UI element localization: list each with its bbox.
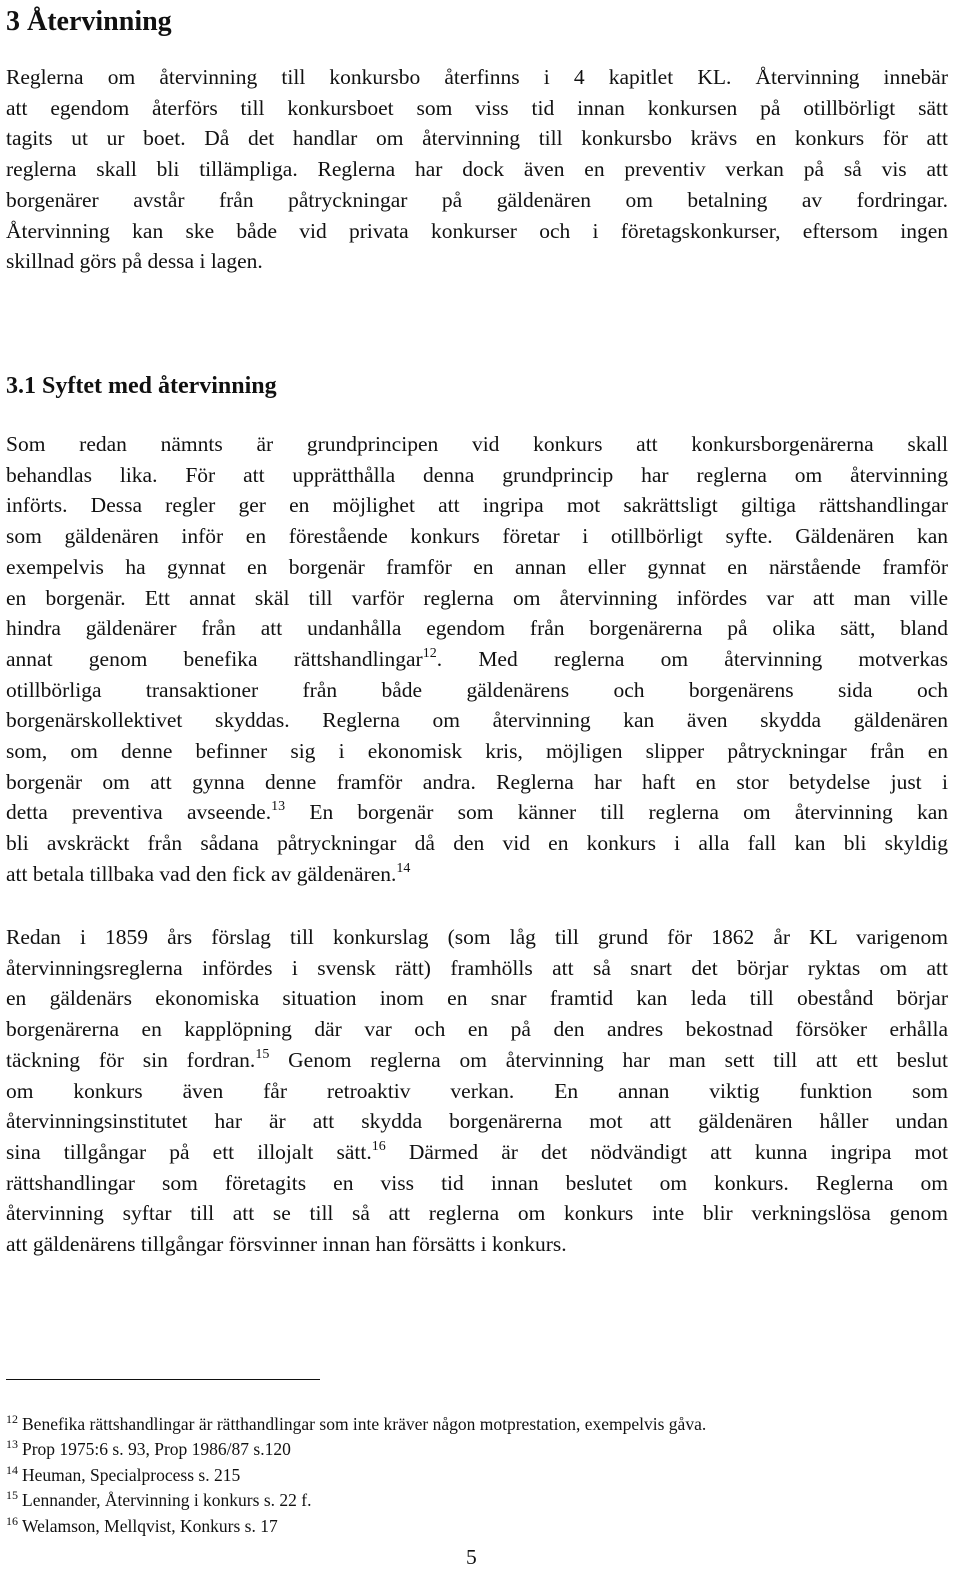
text-segment: täckning för sin fordran. [6, 1047, 256, 1072]
footnote-item [6, 1412, 948, 1437]
footnote-reference[interactable]: 14 [396, 860, 411, 876]
footnote-list [6, 1412, 948, 1539]
text-segment: att betala tillbaka vad den fick av gäldenären. [6, 861, 397, 886]
text-line [6, 93, 948, 124]
text-segment: reglerna skall bli tillämpliga. Reglerna har dock även en preventiv verkan på så vis att [6, 157, 948, 182]
text-line [6, 154, 948, 185]
text-segment: exempelvis ha gynnat en borgenär framför en annan eller gynnat en närstående framför [6, 554, 948, 579]
text-line [6, 736, 948, 767]
text-line [6, 1137, 948, 1168]
footnote-text: Lennander, Återvinning i konkurs s. 22 f. [22, 1490, 312, 1511]
text-line [6, 583, 948, 614]
text-segment: sina tillgångar på ett illojalt sätt. [6, 1139, 372, 1164]
text-line [6, 953, 948, 984]
text-line [6, 552, 948, 583]
text-line [6, 983, 948, 1014]
text-line [6, 216, 948, 247]
text-segment: återvinning syftar till att se till så att reglerna om konkurs inte blir verkningslösa genom [6, 1201, 948, 1226]
text-line [6, 922, 948, 953]
text-segment: borgenärer avstår från påtryckningar på gäldenären om betalning av fordringar. [6, 187, 948, 212]
text-segment: som, om denne befinner sig i ekonomisk kris, möjligen slipper påtryckningar från en [6, 739, 948, 764]
text-segment: borgenär om att gynna denne framför andra. Reglerna har haft en stor betydelse just i [6, 769, 948, 794]
text-segment: införts. Dessa regler ger en möjlighet att ingripa mot sakrättsligt giltiga rättshandlingar [6, 493, 948, 518]
text-line [6, 123, 948, 154]
text-line [6, 1014, 948, 1045]
footnote-number: 12 [6, 1412, 18, 1426]
footnote-item [6, 1488, 948, 1513]
text-segment: detta preventiva avseende. [6, 800, 272, 825]
footnote-reference[interactable]: 16 [371, 1138, 386, 1154]
text-line [6, 767, 948, 798]
footnote-reference[interactable]: 12 [422, 645, 437, 661]
text-line [6, 828, 948, 859]
paragraph-history [6, 922, 948, 1260]
text-segment: Reglerna om återvinning till konkursbo återfinns i 4 kapitlet KL. Återvinning innebär [6, 65, 948, 89]
text-line [6, 1168, 948, 1199]
footnote-number: 13 [6, 1437, 18, 1452]
text-segment: . Med reglerna om återvinning motverkas [436, 646, 948, 671]
footnote-reference[interactable]: 15 [255, 1046, 270, 1062]
text-segment: Därmed är det nödvändigt att kunna ingripa mot [385, 1139, 948, 1164]
text-line [6, 1198, 948, 1229]
footnote-item [6, 1463, 948, 1488]
text-segment: behandlas lika. För att upprätthålla denna grundprincip har reglerna om återvinning [6, 462, 948, 487]
text-segment: hindra gäldenärer från att undanhålla egendom från borgenärerna på olika sätt, bland [6, 616, 948, 641]
text-segment: borgenärskollektivet skyddas. Reglerna om återvinning kan även skydda gäldenären [6, 708, 948, 733]
text-segment: Redan i 1859 års förslag till konkurslag (som låg till grund för 1862 år KL varigenom [6, 925, 948, 949]
text-segment: tagits ut ur boet. Då det handlar om återvinning till konkursbo krävs en konkurs för att [6, 126, 948, 151]
footnote-separator [6, 1379, 320, 1380]
section-heading: 3.1 Syftet med återvinning [6, 373, 277, 399]
text-line [6, 1229, 948, 1260]
text-line [6, 246, 948, 277]
footnote-text: Prop 1975:6 s. 93, Prop 1986/87 s.120 [22, 1439, 291, 1460]
footnote-text: Benefika rättshandlingar är rätthandlingar som inte kräver någon motprestation, exempelvis gåva. [22, 1414, 707, 1434]
text-segment: Återvinning kan ske både vid privata konkurser och i företagskonkurser, eftersom ingen [6, 218, 948, 243]
text-line [6, 460, 948, 491]
text-segment: återvinningsinstitutet har är att skydda borgenärerna mot att gäldenären håller undan [6, 1109, 948, 1134]
text-segment: skillnad görs på dessa i lagen. [6, 249, 263, 274]
paragraph-intro [6, 62, 948, 277]
text-line [6, 675, 948, 706]
text-segment: Genom reglerna om återvinning har man sett till att ett beslut [269, 1047, 949, 1072]
footnote-number: 16 [6, 1513, 18, 1528]
text-line [6, 1045, 948, 1076]
text-segment: En borgenär som känner till reglerna om återvinning kan [285, 800, 948, 825]
footnote-text: Heuman, Specialprocess s. 215 [22, 1464, 241, 1485]
text-line [6, 62, 948, 93]
text-segment: otillbörliga transaktioner från både gäldenärens och borgenärens sida och [6, 677, 948, 702]
text-segment: borgenärerna en kapplöpning där var och en på den andres bekostnad försöker erhålla [6, 1017, 948, 1042]
text-segment: en borgenär. Ett annat skäl till varför reglerna om återvinning infördes var att man ville [6, 585, 948, 610]
paragraph-purpose [6, 429, 948, 890]
text-line [6, 1076, 948, 1107]
page-number: 5 [466, 1545, 477, 1569]
text-line [6, 859, 948, 890]
text-line [6, 521, 948, 552]
text-segment: om konkurs även får retroaktiv verkan. En annan viktig funktion som [6, 1078, 948, 1103]
footnote-reference[interactable]: 13 [271, 799, 286, 815]
footnote-number: 15 [6, 1488, 18, 1503]
text-segment: annat genom benefika rättshandlingar [6, 646, 423, 671]
text-line [6, 797, 948, 828]
footnote-item [6, 1514, 948, 1539]
text-line [6, 490, 948, 521]
text-segment: återvinningsreglerna infördes i svensk rätt) framhölls att så snart det börjar ryktas om att [6, 955, 948, 980]
text-segment: rättshandlingar som företagits en viss tid innan beslutet om konkurs. Reglerna om [6, 1170, 948, 1195]
footnote-item [6, 1437, 948, 1462]
text-segment: Som redan nämnts är grundprincipen vid konkurs att konkursborgenärerna skall [6, 432, 948, 456]
text-line [6, 185, 948, 216]
text-line [6, 613, 948, 644]
text-line [6, 705, 948, 736]
text-segment: bli avskräckt från sådana påtryckningar då den vid en konkurs i alla fall kan bli skyldig [6, 831, 948, 856]
text-line [6, 429, 948, 460]
text-segment: att egendom återförs till konkursboet som viss tid innan konkursen på otillbörligt sätt [6, 95, 948, 120]
text-segment: att gäldenärens tillgångar försvinner innan han försätts i konkurs. [6, 1232, 567, 1257]
text-line [6, 1106, 948, 1137]
footnote-number: 14 [6, 1462, 18, 1477]
footnote-text: Welamson, Mellqvist, Konkurs s. 17 [22, 1515, 278, 1536]
text-line [6, 644, 948, 675]
chapter-heading: 3 Återvinning [6, 6, 172, 37]
text-segment: en gäldenärs ekonomiska situation inom en snar framtid kan leda till obestånd börjar [6, 986, 948, 1011]
text-segment: som gäldenären inför en förestående konkurs företar i otillbörligt syfte. Gäldenären kan [6, 524, 948, 549]
